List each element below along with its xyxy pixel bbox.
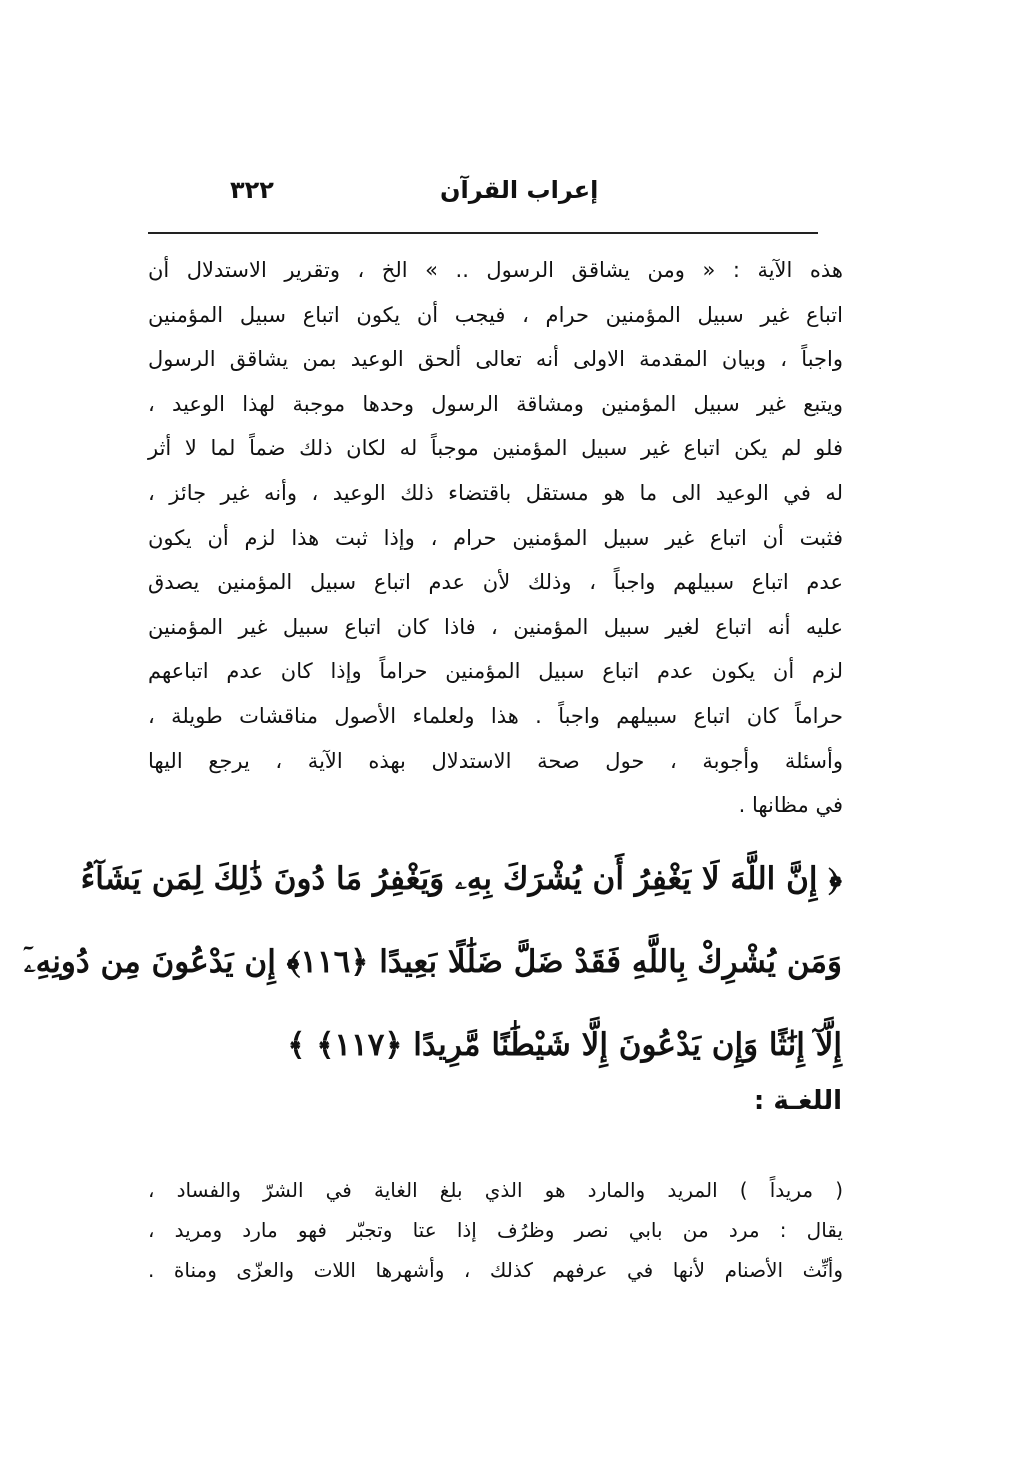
commentary-line: ويتبع غير سبيل المؤمنين ومشاقة الرسول وحدها موجبة لهذا الوعيد ، [148, 391, 843, 416]
page-number: ٣٢٢ [230, 176, 274, 204]
language-note-line: ( مريداً ) المريد والمارد هو الذي بلغ الغاية في الشرّ والفساد ، [148, 1178, 843, 1202]
commentary-line: عليه أنه اتباع لغير سبيل المؤمنين ، فاذا كان اتباع سبيل غير المؤمنين [148, 614, 843, 639]
commentary-line: عدم اتباع سبيلهم واجباً ، وذلك لأن عدم اتباع سبيل المؤمنين يصدق [148, 570, 843, 595]
commentary-paragraph [148, 248, 843, 828]
page-header [150, 168, 820, 224]
header-rule [148, 232, 818, 234]
commentary-line: فثبت أن اتباع غير سبيل المؤمنين حرام ، وإذا ثبت هذا لزم أن يكون [148, 525, 843, 550]
commentary-line: في مظانها . [738, 793, 843, 818]
verse-line: ﴿ إِنَّ اللَّهَ لَا يَغْفِرُ أَن يُشْرَكَ بِهِۦ وَيَغْفِرُ مَا دُونَ ذَٰلِكَ لِمَن يَشَآءُ [80, 861, 842, 897]
language-note-line: وأنِّث الأصنام لأنها في عرفهم كذلك ، وأشهرها اللات والعزّى ومناة . [148, 1258, 843, 1282]
commentary-line: له في الوعيد الى ما هو مستقل باقتضاء ذلك الوعيد ، وأنه غير جائز ، [148, 480, 843, 505]
language-notes [148, 1170, 843, 1290]
commentary-line: واجباً ، وبيان المقدمة الاولى أنه تعالى ألحق الوعيد بمن يشاقق الرسول [148, 347, 843, 372]
commentary-line: فلو لم يكن اتباع غير سبيل المؤمنين موجباً له لكان ذلك ضماً لما لا أثر [148, 436, 843, 461]
section-heading: اللغـة : [753, 1086, 842, 1116]
verse-line: وَمَن يُشْرِكْ بِاللَّهِ فَقَدْ ضَلَّ ضَلَٰلًا بَعِيدًا ﴿١١٦﴾ إِن يَدْعُونَ مِن دُونِهِۦٓ [23, 944, 842, 980]
quran-verse [23, 838, 842, 1087]
commentary-line: حراماً كان اتباع سبيلهم واجباً . هذا ولعلماء الأصول مناقشات طويلة ، [148, 703, 843, 728]
verse-line: إِلَّآ إِنَٰثًا وَإِن يَدْعُونَ إِلَّا شَيْطَٰنًا مَّرِيدًا ﴿١١٧﴾ ﴾ [287, 1027, 842, 1063]
commentary-line: هذه الآية : « ومن يشاقق الرسول .. » الخ ، وتقرير الاستدلال أن [148, 258, 843, 282]
language-note-line: يقال : مرد من بابي نصر وظرُف إذا عتا وتجبّر فهو مارد ومريد ، [148, 1218, 843, 1242]
commentary-line: وأسئلة وأجوبة ، حول صحة الاستدلال بهذه الآية ، يرجع اليها [148, 748, 843, 773]
commentary-line: لزم أن يكون عدم اتباع سبيل المؤمنين حراماً وإذا كان عدم اتباعهم [148, 659, 843, 684]
commentary-line: اتباع غير سبيل المؤمنين حرام ، فيجب أن يكون اتباع سبيل المؤمنين [148, 302, 843, 327]
running-title: إعراب القرآن [440, 176, 599, 204]
